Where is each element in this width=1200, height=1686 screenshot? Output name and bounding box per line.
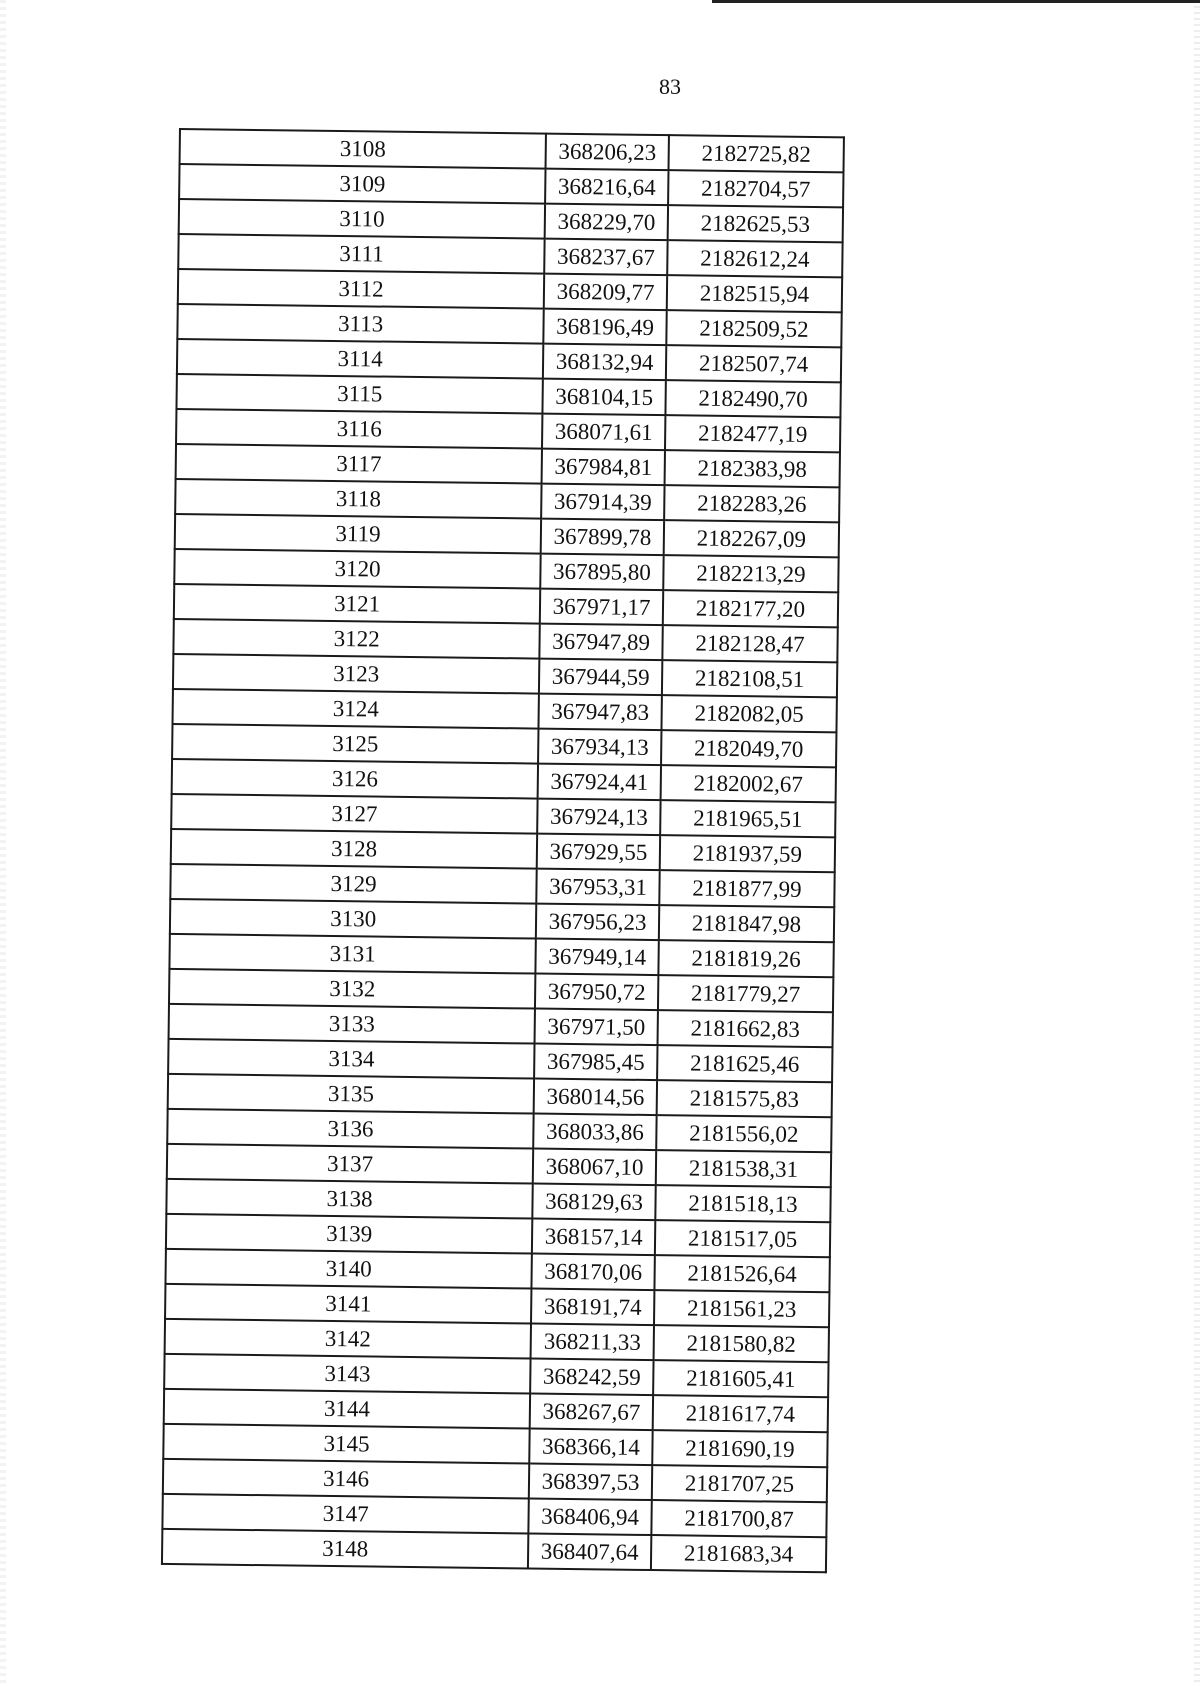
point-number-cell: 3128 bbox=[171, 829, 538, 869]
point-number-cell: 3109 bbox=[179, 164, 546, 204]
y-coordinate-cell: 2181707,25 bbox=[652, 1465, 827, 1502]
point-number-cell: 3112 bbox=[178, 269, 545, 309]
x-coordinate-cell: 368104,15 bbox=[543, 379, 666, 416]
x-coordinate-cell: 368206,23 bbox=[546, 134, 669, 171]
y-coordinate-cell: 2182477,19 bbox=[665, 415, 840, 452]
x-coordinate-cell: 367934,13 bbox=[538, 729, 661, 766]
x-coordinate-cell: 368129,63 bbox=[533, 1184, 656, 1221]
y-coordinate-cell: 2182490,70 bbox=[665, 380, 840, 417]
x-coordinate-cell: 368170,06 bbox=[532, 1254, 655, 1291]
x-coordinate-cell: 368216,64 bbox=[545, 169, 668, 206]
point-number-cell: 3124 bbox=[173, 689, 540, 729]
x-coordinate-cell: 368067,10 bbox=[533, 1149, 656, 1186]
x-coordinate-cell: 367971,50 bbox=[535, 1009, 658, 1046]
point-number-cell: 3123 bbox=[173, 654, 540, 694]
x-coordinate-cell: 367899,78 bbox=[541, 519, 664, 556]
scan-edge-left bbox=[0, 0, 6, 1686]
point-number-cell: 3126 bbox=[172, 759, 539, 799]
x-coordinate-cell: 367956,23 bbox=[536, 904, 659, 941]
point-number-cell: 3148 bbox=[162, 1529, 529, 1569]
y-coordinate-cell: 2182515,94 bbox=[667, 275, 842, 312]
x-coordinate-cell: 368397,53 bbox=[529, 1464, 652, 1501]
point-number-cell: 3146 bbox=[163, 1459, 530, 1499]
y-coordinate-cell: 2182725,82 bbox=[668, 135, 843, 172]
y-coordinate-cell: 2182177,20 bbox=[663, 590, 838, 627]
point-number-cell: 3139 bbox=[166, 1214, 533, 1254]
x-coordinate-cell: 368033,86 bbox=[533, 1114, 656, 1151]
x-coordinate-cell: 368267,67 bbox=[530, 1394, 653, 1431]
point-number-cell: 3131 bbox=[169, 934, 536, 974]
y-coordinate-cell: 2181625,46 bbox=[657, 1045, 832, 1082]
point-number-cell: 3118 bbox=[175, 479, 542, 519]
point-number-cell: 3136 bbox=[167, 1109, 534, 1149]
y-coordinate-cell: 2181690,19 bbox=[652, 1430, 827, 1467]
point-number-cell: 3140 bbox=[165, 1249, 532, 1289]
y-coordinate-cell: 2182612,24 bbox=[667, 240, 842, 277]
y-coordinate-cell: 2181617,74 bbox=[653, 1395, 828, 1432]
x-coordinate-cell: 368196,49 bbox=[544, 309, 667, 346]
y-coordinate-cell: 2181556,02 bbox=[656, 1115, 831, 1152]
y-coordinate-cell: 2181580,82 bbox=[653, 1325, 828, 1362]
x-coordinate-cell: 368209,77 bbox=[544, 274, 667, 311]
point-number-cell: 3121 bbox=[174, 584, 541, 624]
y-coordinate-cell: 2182267,09 bbox=[664, 520, 839, 557]
x-coordinate-cell: 368366,14 bbox=[529, 1429, 652, 1466]
x-coordinate-cell: 367950,72 bbox=[535, 974, 658, 1011]
x-coordinate-cell: 368157,14 bbox=[532, 1219, 655, 1256]
x-coordinate-cell: 367895,80 bbox=[540, 554, 663, 591]
y-coordinate-cell: 2181700,87 bbox=[651, 1500, 826, 1537]
y-coordinate-cell: 2182082,05 bbox=[661, 695, 836, 732]
point-number-cell: 3141 bbox=[165, 1284, 532, 1324]
y-coordinate-cell: 2182213,29 bbox=[663, 555, 838, 592]
x-coordinate-cell: 368191,74 bbox=[531, 1289, 654, 1326]
y-coordinate-cell: 2181662,83 bbox=[657, 1010, 832, 1047]
y-coordinate-cell: 2181518,13 bbox=[655, 1185, 830, 1222]
x-coordinate-cell: 368211,33 bbox=[531, 1324, 654, 1361]
point-number-cell: 3116 bbox=[176, 409, 543, 449]
x-coordinate-cell: 367924,41 bbox=[538, 764, 661, 801]
point-number-cell: 3119 bbox=[175, 514, 542, 554]
point-number-cell: 3114 bbox=[177, 339, 544, 379]
y-coordinate-cell: 2182625,53 bbox=[668, 205, 843, 242]
x-coordinate-cell: 367949,14 bbox=[536, 939, 659, 976]
y-coordinate-cell: 2181819,26 bbox=[658, 940, 833, 977]
point-number-cell: 3111 bbox=[178, 234, 545, 274]
point-number-cell: 3108 bbox=[180, 129, 547, 169]
x-coordinate-cell: 368132,94 bbox=[543, 344, 666, 381]
x-coordinate-cell: 367984,81 bbox=[542, 449, 665, 486]
point-number-cell: 3127 bbox=[171, 794, 538, 834]
y-coordinate-cell: 2181605,41 bbox=[653, 1360, 828, 1397]
point-number-cell: 3130 bbox=[170, 899, 537, 939]
point-number-cell: 3134 bbox=[168, 1039, 535, 1079]
point-number-cell: 3120 bbox=[174, 549, 541, 589]
y-coordinate-cell: 2181575,83 bbox=[657, 1080, 832, 1117]
coordinates-table bbox=[161, 128, 845, 1573]
point-number-cell: 3110 bbox=[179, 199, 546, 239]
point-number-cell: 3144 bbox=[164, 1389, 531, 1429]
point-number-cell: 3133 bbox=[169, 1004, 536, 1044]
y-coordinate-cell: 2182509,52 bbox=[666, 310, 841, 347]
y-coordinate-cell: 2181561,23 bbox=[654, 1290, 829, 1327]
y-coordinate-cell: 2182049,70 bbox=[661, 730, 836, 767]
point-number-cell: 3135 bbox=[168, 1074, 535, 1114]
x-coordinate-cell: 367914,39 bbox=[541, 484, 664, 521]
point-number-cell: 3147 bbox=[162, 1494, 529, 1534]
y-coordinate-cell: 2181779,27 bbox=[658, 975, 833, 1012]
y-coordinate-cell: 2181937,59 bbox=[660, 835, 835, 872]
table-row bbox=[162, 1529, 826, 1572]
point-number-cell: 3137 bbox=[167, 1144, 534, 1184]
y-coordinate-cell: 2182383,98 bbox=[664, 450, 839, 487]
y-coordinate-cell: 2181517,05 bbox=[655, 1220, 830, 1257]
x-coordinate-cell: 368237,67 bbox=[544, 239, 667, 276]
coordinates-table-body bbox=[162, 129, 844, 1572]
point-number-cell: 3115 bbox=[176, 374, 543, 414]
x-coordinate-cell: 367971,17 bbox=[540, 589, 663, 626]
y-coordinate-cell: 2182283,26 bbox=[664, 485, 839, 522]
x-coordinate-cell: 368071,61 bbox=[542, 414, 665, 451]
y-coordinate-cell: 2181526,64 bbox=[654, 1255, 829, 1292]
point-number-cell: 3142 bbox=[165, 1319, 532, 1359]
y-coordinate-cell: 2181965,51 bbox=[660, 800, 835, 837]
point-number-cell: 3132 bbox=[169, 969, 536, 1009]
y-coordinate-cell: 2182128,47 bbox=[662, 625, 837, 662]
x-coordinate-cell: 367947,89 bbox=[540, 624, 663, 661]
page-number: 83 bbox=[659, 74, 681, 99]
y-coordinate-cell: 2182507,74 bbox=[666, 345, 841, 382]
point-number-cell: 3138 bbox=[166, 1179, 533, 1219]
y-coordinate-cell: 2182704,57 bbox=[668, 170, 843, 207]
y-coordinate-cell: 2182108,51 bbox=[662, 660, 837, 697]
x-coordinate-cell: 367947,83 bbox=[539, 694, 662, 731]
x-coordinate-cell: 368407,64 bbox=[528, 1534, 651, 1571]
x-coordinate-cell: 367985,45 bbox=[534, 1044, 657, 1081]
y-coordinate-cell: 2181847,98 bbox=[659, 905, 834, 942]
point-number-cell: 3117 bbox=[176, 444, 543, 484]
y-coordinate-cell: 2181538,31 bbox=[656, 1150, 831, 1187]
x-coordinate-cell: 368406,94 bbox=[529, 1499, 652, 1536]
y-coordinate-cell: 2181683,34 bbox=[651, 1535, 826, 1572]
y-coordinate-cell: 2182002,67 bbox=[661, 765, 836, 802]
point-number-cell: 3113 bbox=[177, 304, 544, 344]
x-coordinate-cell: 368014,56 bbox=[534, 1079, 657, 1116]
point-number-cell: 3125 bbox=[172, 724, 539, 764]
x-coordinate-cell: 367953,31 bbox=[536, 869, 659, 906]
point-number-cell: 3145 bbox=[163, 1424, 530, 1464]
point-number-cell: 3122 bbox=[173, 619, 540, 659]
x-coordinate-cell: 367944,59 bbox=[539, 659, 662, 696]
x-coordinate-cell: 367929,55 bbox=[537, 834, 660, 871]
point-number-cell: 3129 bbox=[170, 864, 537, 904]
y-coordinate-cell: 2181877,99 bbox=[659, 870, 834, 907]
x-coordinate-cell: 367924,13 bbox=[537, 799, 660, 836]
point-number-cell: 3143 bbox=[164, 1354, 531, 1394]
x-coordinate-cell: 368242,59 bbox=[530, 1359, 653, 1396]
x-coordinate-cell: 368229,70 bbox=[545, 204, 668, 241]
top-rule bbox=[712, 0, 1200, 3]
scan-edge-right bbox=[1194, 0, 1200, 1686]
